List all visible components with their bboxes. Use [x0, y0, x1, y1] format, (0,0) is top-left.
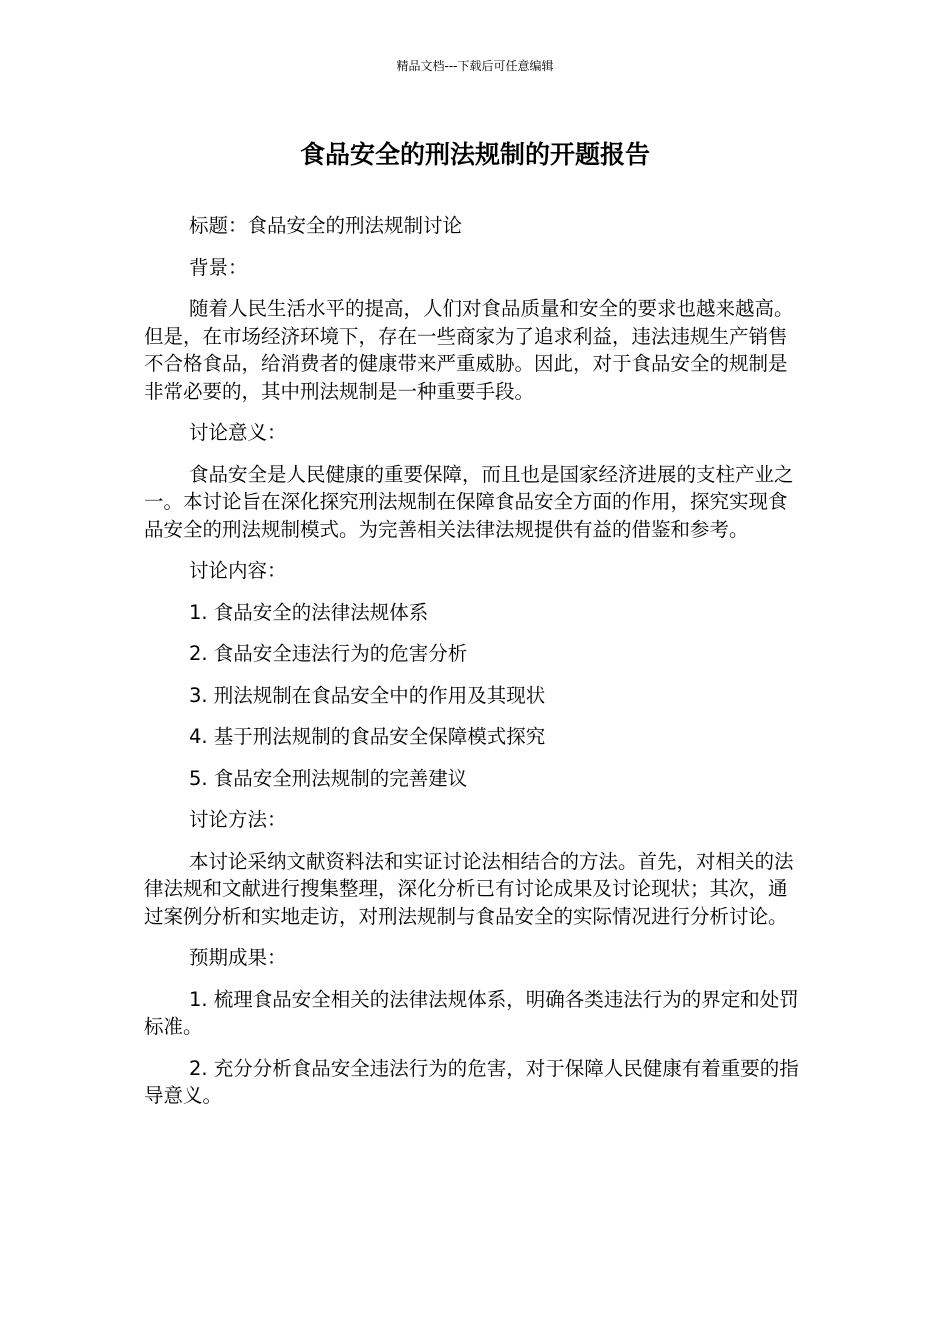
- significance-label: 讨论意义：: [189, 421, 287, 444]
- results-label: 预期成果：: [189, 946, 287, 969]
- method-label: 讨论方法：: [189, 808, 287, 831]
- content-item: 3. 刑法规制在食品安全中的作用及其现状: [189, 683, 546, 707]
- content-item: 5. 食品安全刑法规制的完善建议: [189, 766, 468, 790]
- header-note: 精品文档---下载后可任意编辑: [396, 59, 554, 73]
- significance-paragraph: 食品安全是人民健康的重要保障，而且也是国家经济进展的支柱产业之一。本讨论旨在深化探究刑法规制在保障食品安全方面的作用，探究实现食品安全的刑法规制模式。为完善相关法律法规提供有益的借鉴和参考。: [144, 462, 794, 541]
- document-title: 食品安全的刑法规制的开题报告: [299, 140, 650, 169]
- background-paragraph: 随着人民生活水平的提高，人们对食品质量和安全的要求也越来越高。但是，在市场经济环境下，存在一些商家为了追求利益，违法违规生产销售不合格食品，给消费者的健康带来严重威胁。因此，对于食品安全的规制是非常必要的，其中刑法规制是一种重要手段。: [144, 297, 794, 403]
- results-item: 2. 充分分析食品安全违法行为的危害，对于保障人民健康有着重要的指导意义。: [144, 1056, 799, 1107]
- content-item: 4. 基于刑法规制的食品安全保障模式探究: [189, 725, 546, 748]
- content-label: 讨论内容：: [189, 559, 287, 582]
- subject-line: 标题：食品安全的刑法规制讨论: [189, 214, 463, 237]
- results-item: 1. 梳理食品安全相关的法律法规体系，明确各类违法行为的界定和处罚标准。: [144, 987, 799, 1038]
- content-item: 2. 食品安全违法行为的危害分析: [189, 642, 468, 665]
- document-body: [144, 212, 804, 1124]
- content-item: 1. 食品安全的法律法规体系: [189, 600, 429, 624]
- method-paragraph: 本讨论采纳文献资料法和实证讨论法相结合的方法。首先，对相关的法律法规和文献进行搜集整理，深化分析已有讨论成果及讨论现状；其次，通过案例分析和实地走访，对刑法规制与食品安全的实际情况进行分析讨论。: [144, 849, 794, 928]
- background-label: 背景：: [189, 255, 248, 279]
